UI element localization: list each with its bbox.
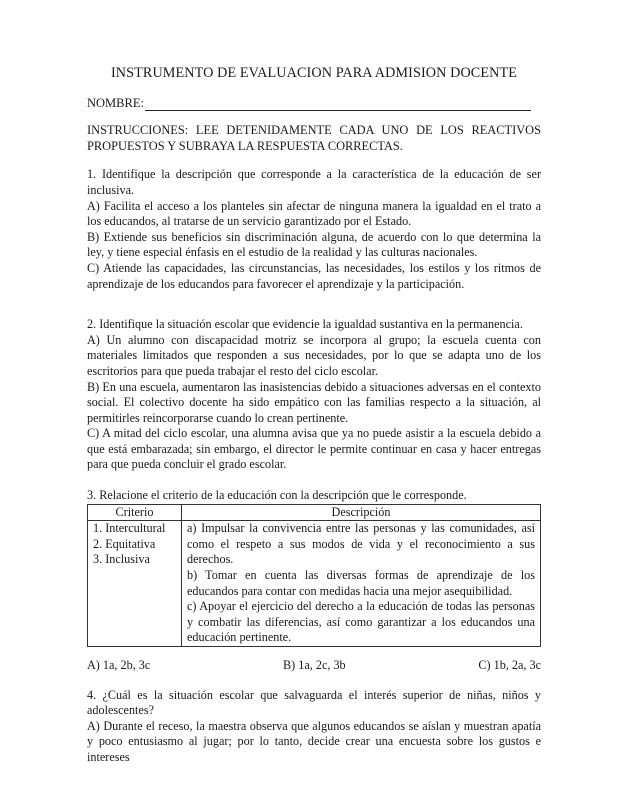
question-2 bbox=[87, 317, 541, 473]
question-4-option-a[interactable]: A) Durante el receso, la maestra observa que algunos educandos se aíslan y muestran apatía y poco entusiasmo al jugar; por lo tanto, decide crear una encuesta sobre los gustos e intereses bbox=[87, 718, 541, 764]
question-2-option-b[interactable]: B) En una escuela, aumentaron las inasistencias debido a situaciones adversas en el contexto social. El colectivo docente ha sido empático con las familias respecto a la situación, al permitirles reincorporarse cuando lo crean pertinente. bbox=[87, 379, 541, 425]
name-label: NOMBRE: bbox=[87, 95, 144, 110]
descripcion-item: c) Apoyar el ejercicio del derecho a la educación de todas las personas y combatir las diferencias, así como garantizar a los educandos una educación pertinente. bbox=[187, 599, 535, 645]
criterio-item: 1. Intercultural bbox=[93, 521, 166, 536]
question-3-answers bbox=[87, 658, 541, 674]
question-1-stem: 1. Identifique la descripción que corresponde a la característica de la educación de ser inclusiva. bbox=[87, 167, 541, 197]
criterio-item: 2. Equitativa bbox=[93, 536, 156, 551]
criteria-list bbox=[88, 521, 182, 647]
question-3-option-c[interactable]: C) 1b, 2a, 3c bbox=[478, 658, 541, 672]
criteria-table bbox=[87, 504, 541, 647]
description-list bbox=[182, 521, 541, 647]
name-field[interactable] bbox=[145, 99, 531, 111]
question-2-option-c[interactable]: C) A mitad del ciclo escolar, una alumna avisa que ya no puede asistir a la escuela debido a que está embarazada; sin embargo, el director le permite continuar en casa y hacer entregas para que pueda concluir el grado escolar. bbox=[87, 426, 541, 472]
table-header-descripcion: Descripción bbox=[182, 504, 541, 521]
question-1 bbox=[87, 167, 541, 292]
descripcion-item: a) Impulsar la convivencia entre las personas y las comunidades, así como el respeto a sus modos de vida y el reconocimiento a sus derechos. bbox=[187, 521, 535, 567]
question-2-stem: 2. Identifique la situación escolar que evidencie la igualdad sustantiva en la permanencia. bbox=[87, 317, 523, 332]
question-4 bbox=[87, 688, 541, 766]
question-2-option-a[interactable]: A) Un alumno con discapacidad motriz se incorpora al grupo; la escuela cuenta con materiales limitados que responden a sus necesidades, por lo que se adapta uno de los escritorios para que pueda trabajar el resto del ciclo escolar. bbox=[87, 332, 541, 378]
name-row bbox=[87, 96, 541, 112]
question-1-option-c[interactable]: C) Atiende las capacidades, las circunstancias, las necesidades, los estilos y los ritmos de aprendizaje de los educandos para favorecer el aprendizaje y la participación. bbox=[87, 260, 541, 291]
question-3-stem: 3. Relacione el criterio de la educación con la descripción que le corresponde. bbox=[87, 488, 467, 503]
question-3 bbox=[87, 488, 541, 674]
criterio-item: 3. Inclusiva bbox=[93, 552, 150, 567]
exam-page bbox=[87, 66, 541, 781]
table-header-criterio: Criterio bbox=[88, 504, 182, 521]
page-title: INSTRUMENTO DE EVALUACION PARA ADMISION DOCENTE bbox=[110, 65, 518, 81]
question-1-option-b[interactable]: B) Extiende sus beneficios sin discriminación alguna, de acuerdo con lo que determina la ley, y tiene especial énfasis en el estudio de la realidad y las culturas nacionales. bbox=[87, 229, 541, 260]
question-4-stem: 4. ¿Cuál es la situación escolar que salvaguarda el interés superior de niñas, niños y adolescentes? bbox=[87, 687, 541, 718]
instructions: INSTRUCCIONES: LEE DETENIDAMENTE CADA UNO DE LOS REACTIVOS PROPUESTOS Y SUBRAYA LA RESPUESTA CORRECTAS. bbox=[87, 123, 541, 153]
question-3-option-a[interactable]: A) 1a, 2b, 3c bbox=[87, 658, 151, 672]
question-3-option-b[interactable]: B) 1a, 2c, 3b bbox=[283, 658, 346, 672]
question-1-option-a[interactable]: A) Facilita el acceso a los planteles sin afectar de ninguna manera la igualdad en el trato a los educandos, al tratarse de un servicio garantizado por el Estado. bbox=[87, 198, 541, 229]
descripcion-item: b) Tomar en cuenta las diversas formas de aprendizaje de los educandos para contar con medidas hacia una mejor asequibilidad. bbox=[187, 568, 535, 598]
